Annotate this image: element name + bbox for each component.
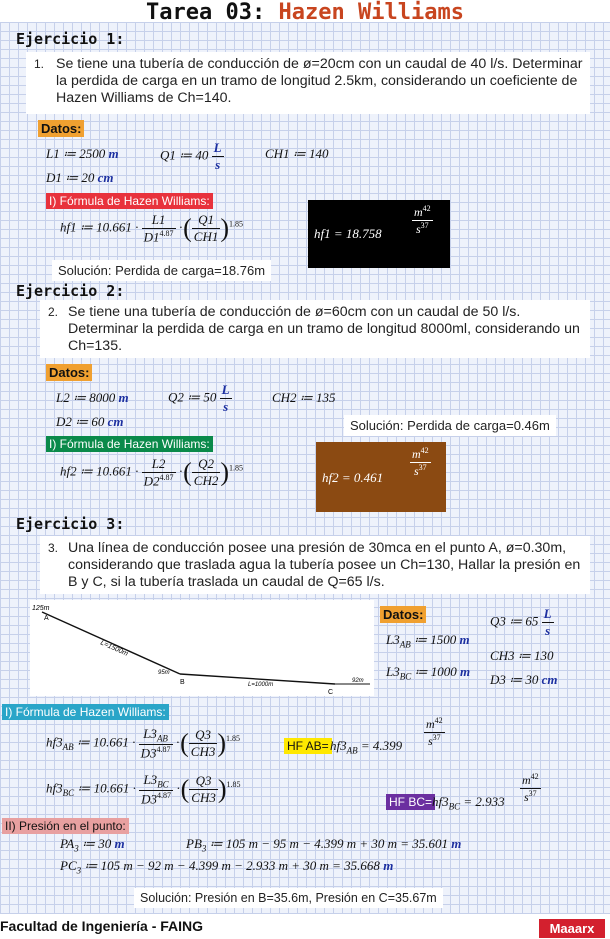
hf-ab-unit: $\frac{m^{42}}{s^{37}}$ (426, 716, 443, 748)
ej3-data-Q3: Q3 ≔ 65 $\frac{L}{s}$ (490, 606, 552, 638)
ej3-data-L3bc: $L3_{BC}$ ≔ 1000 m (386, 664, 471, 682)
ej3-problem: 3. Una línea de conducción posee una presión de 30mca en el punto A, ø=0.30m, considerando que traslada agua la tubería posee un Ch=130, Hallar la presión en B y C, si la tubería traslada un caudal de Q=65 l/s. (40, 536, 590, 594)
ej1-problem: 1. Se tiene una tubería de conducción de ø=20cm con un caudal de 40 l/s. Determinar la perdida de carga en un tramo de longitud 2.5km, considerando un coeficiente de Hazen Williams de Ch=140. (26, 52, 590, 114)
ej3-data-D3: D3 ≔ 30 cm (490, 672, 558, 687)
ej2-data-CH2: CH2 ≔ 135 (272, 390, 336, 405)
ejercicio-1-heading: Ejercicio 1: (16, 30, 125, 48)
ej3-data-CH3: CH3 ≔ 130 (490, 648, 554, 663)
pipe-profile-svg (30, 600, 374, 696)
presion-label: II) Presión en el punto: (2, 818, 129, 834)
point-c-label: C (328, 689, 334, 696)
ej1-data-D1: D1 ≔ 20 cm (46, 170, 114, 185)
ej2-formula: hf2 ≔ 10.661 · $\frac{L2}{D2^{4.87}}$ ·( $\frac{Q2}{CH2}$ )$^{1.85}$ (60, 456, 244, 489)
ej3-datos-label: Datos: (380, 606, 426, 623)
ej3-solution: Solución: Presión en B=35.6m, Presión en C=35.67m (134, 888, 443, 908)
hf-bc-tag: HF BC= (386, 794, 435, 810)
ej2-problem: 2. Se tiene una tubería de conducción de ø=60cm con un caudal de 50 l/s. Determinar la perdida de carga en un tramo de longitud 8000ml, considerando un Ch=135. (40, 300, 590, 358)
ej1-formula: hf1 ≔ 10.661 · $\frac{L1}{D1^{4.87}}$ ·( $\frac{Q1}{CH1}$ )$^{1.85}$ (60, 212, 244, 245)
ej1-data-Q1: Q1 ≔ 40 $\frac{L}{s}$ (160, 140, 222, 172)
ej1-result-box: hf1 = 18.758 $\frac{m^{42}}{s^{37}}$ (308, 200, 450, 268)
ej3-data-L3ab: $L3_{AB}$ ≔ 1500 m (386, 632, 470, 650)
length-ab-label: L=1500m (99, 639, 129, 658)
elev-b-label: 95m (158, 670, 170, 676)
ej3-formula-label: I) Fórmula de Hazen Williams: (2, 704, 169, 720)
ej2-formula-label: I) Fórmula de Hazen Williams: (46, 436, 213, 452)
ej2-solution: Solución: Perdida de carga=0.46m (344, 415, 556, 436)
ej1-formula-label: I) Fórmula de Hazen Williams: (46, 193, 213, 209)
ej1-data-L1: L1 ≔ 2500 m (46, 146, 119, 161)
ejercicio-3-heading: Ejercicio 3: (16, 515, 125, 533)
ej3-formula-bc: $hf3_{BC}$ ≔ 10.661 · $\frac{L3_{BC}}{D3^{4.87}}$ ·( $\frac{Q3}{CH3}$ )$^{1.85}$ (46, 772, 241, 806)
ej1-solution: Solución: Perdida de carga=18.76m (52, 260, 271, 281)
ej2-data-D2: D2 ≔ 60 cm (56, 414, 124, 429)
footer-faculty: Facultad de Ingeniería - FAING (0, 918, 204, 934)
hf-bc-result: $hf3_{BC} = 2.933$ (432, 794, 505, 812)
ej1-datos-label: Datos: (38, 120, 84, 137)
ej2-data-L2: L2 ≔ 8000 m (56, 390, 129, 405)
hf-ab-tag: HF AB= (284, 738, 332, 754)
pipe-profile-diagram (30, 600, 374, 696)
maaarx-logo: Maaarx (539, 919, 605, 938)
ej1-data-CH1: CH1 ≔ 140 (265, 146, 329, 161)
elev-a-label: 125m (32, 605, 50, 612)
pa-expression: $PA_3$ ≔ 30 m (60, 836, 125, 854)
pc-expression: $PC_3$ ≔ 105 m − 92 m − 4.399 m − 2.933 m + 30 m = 35.668 m (60, 858, 394, 876)
ejercicio-2-heading: Ejercicio 2: (16, 282, 125, 300)
length-bc-label: L=1000m (248, 682, 274, 688)
point-b-label: B (180, 679, 185, 686)
pb-expression: $PB_3$ ≔ 105 m − 95 m − 4.399 m + 30 m = 35.601 m (186, 836, 462, 854)
point-a-label: A (44, 615, 49, 622)
ej2-result-box: hf2 = 0.461 $\frac{m^{42}}{s^{37}}$ (316, 442, 446, 512)
ej2-datos-label: Datos: (46, 364, 92, 381)
elev-c-label: 92m (352, 678, 364, 684)
hf-ab-result: $hf3_{AB} = 4.399$ (330, 738, 403, 756)
ej2-data-Q2: Q2 ≔ 50 $\frac{L}{s}$ (168, 382, 230, 414)
page-title: Tarea 03: Hazen Williams (146, 0, 464, 25)
ej3-formula-ab: $hf3_{AB}$ ≔ 10.661 · $\frac{L3_{AB}}{D3^{4.87}}$ ·( $\frac{Q3}{CH3}$ )$^{1.85}$ (46, 726, 241, 760)
hf-bc-unit: $\frac{m^{42}}{s^{37}}$ (522, 772, 539, 804)
